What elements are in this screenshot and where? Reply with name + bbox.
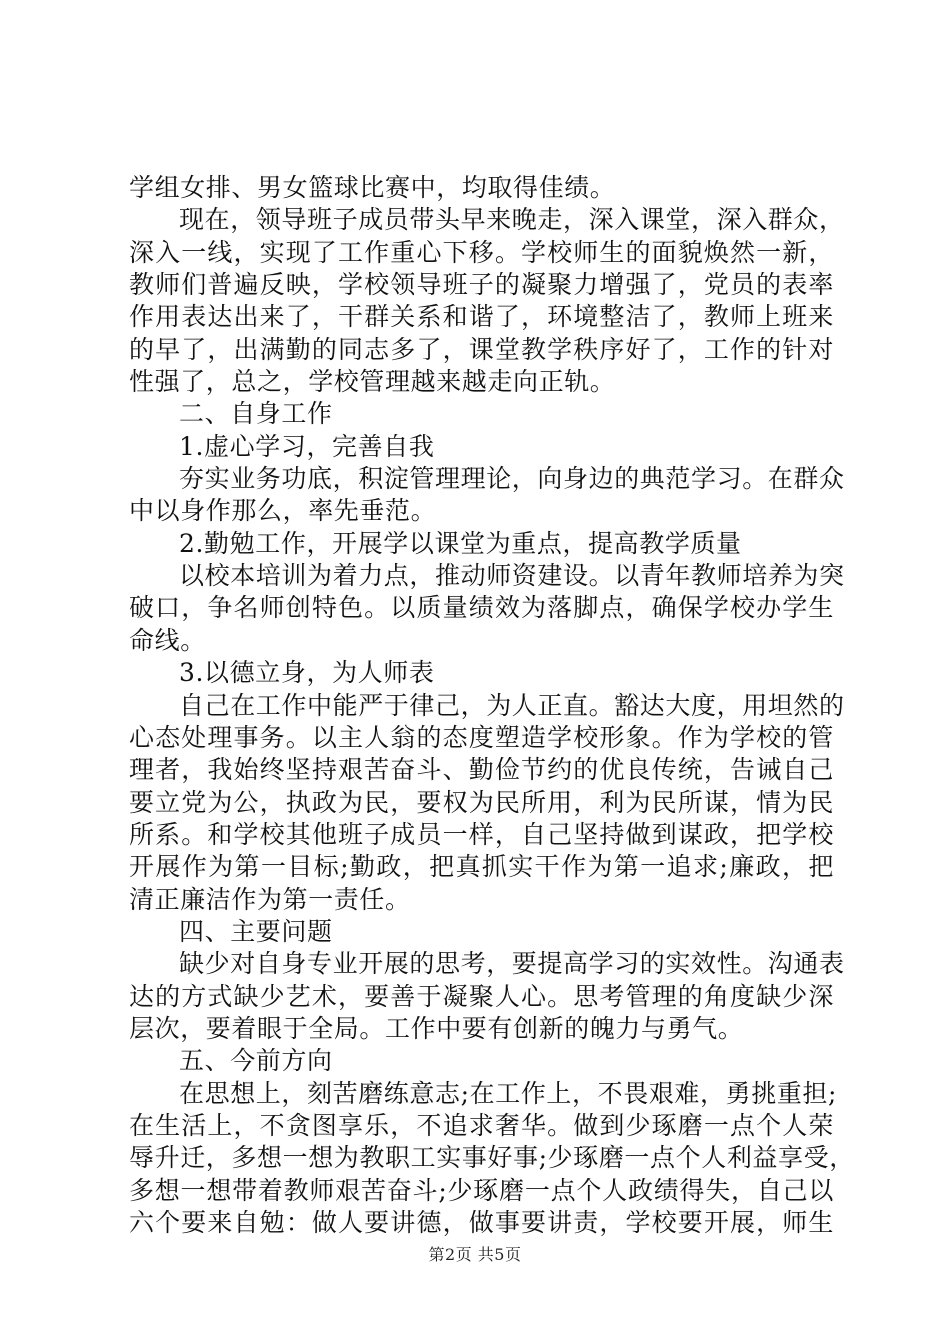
subsection-heading: 2.勤勉工作，开展学以课堂为重点，提高教学质量 [179, 528, 742, 558]
subsection-heading: 3.以德立身，为人师表 [179, 658, 435, 688]
text-line: 作用表达出来了，干群关系和谐了，环境整洁了，教师上班来 [129, 302, 834, 332]
text-line: 以校本培训为着力点，推动师资建设。以青年教师培养为突 [179, 561, 845, 591]
text-line: 辱升迁，多想一想为教职工实事好事;少琢磨一点个人利益享受， [129, 1143, 855, 1173]
text-line: 六个要来自勉：做人要讲德，做事要讲责，学校要开展，师生 [129, 1208, 834, 1237]
text-line: 所系。和学校其他班子成员一样，自己坚持做到谋政，把学校 [129, 819, 834, 849]
section-heading: 四、主要问题 [179, 916, 333, 946]
text-line: 自己在工作中能严于律己，为人正直。豁达大度，用坦然的 [179, 690, 845, 720]
page-number-label: 第2页 共5页 [428, 1245, 522, 1264]
text-line: 现在，领导班子成员带头早来晚走，深入课堂，深入群众， [179, 205, 845, 235]
text-line: 夯实业务功底，积淀管理理论，向身边的典范学习。在群众 [179, 464, 845, 494]
text-line: 理者，我始终坚持艰苦奋斗、勤俭节约的优良传统，告诫自己 [129, 755, 834, 785]
text-line: 中以身作那么，率先垂范。 [129, 496, 437, 526]
subsection-heading: 1.虚心学习，完善自我 [179, 431, 435, 461]
text-line: 开展作为第一目标;勤政，把真抓实干作为第一追求;廉政，把 [129, 852, 834, 882]
document-body [129, 172, 855, 1239]
section-heading: 二、自身工作 [179, 399, 333, 429]
text-line: 在生活上，不贪图享乐，不追求奢华。做到少琢磨一点个人荣 [129, 1110, 834, 1140]
section-heading: 五、今前方向 [179, 1046, 333, 1076]
page-footer [0, 1242, 950, 1265]
text-line: 深入一线，实现了工作重心下移。学校师生的面貌焕然一新， [129, 237, 834, 267]
text-line: 学组女排、男女篮球比赛中，均取得佳绩。 [129, 173, 616, 202]
text-line: 破口，争名师创特色。以质量绩效为落脚点，确保学校办学生 [129, 593, 834, 623]
text-line: 要立党为公，执政为民，要权为民所用，利为民所谋，情为民 [129, 787, 834, 817]
text-line: 层次，要着眼于全局。工作中要有创新的魄力与勇气。 [129, 1013, 744, 1043]
text-line: 达的方式缺少艺术，要善于凝聚人心。思考管理的角度缺少深 [129, 981, 834, 1011]
text-line: 教师们普遍反映，学校领导班子的凝聚力增强了，党员的表率 [129, 270, 834, 300]
text-line: 缺少对自身专业开展的思考，要提高学习的实效性。沟通表 [179, 949, 845, 979]
text-line: 命线。 [129, 625, 206, 655]
text-line: 心态处理事务。以主人翁的态度塑造学校形象。作为学校的管 [129, 722, 834, 752]
text-line: 性强了，总之，学校管理越来越走向正轨。 [129, 367, 616, 397]
text-line: 在思想上，刻苦磨练意志;在工作上，不畏艰难，勇挑重担; [179, 1078, 838, 1108]
text-line: 多想一想带着教师艰苦奋斗;少琢磨一点个人政绩得失，自己以 [129, 1175, 834, 1205]
text-line: 清正廉洁作为第一责任。 [129, 884, 411, 914]
text-line: 的早了，出满勤的同志多了，课堂教学秩序好了，工作的针对 [129, 334, 834, 364]
